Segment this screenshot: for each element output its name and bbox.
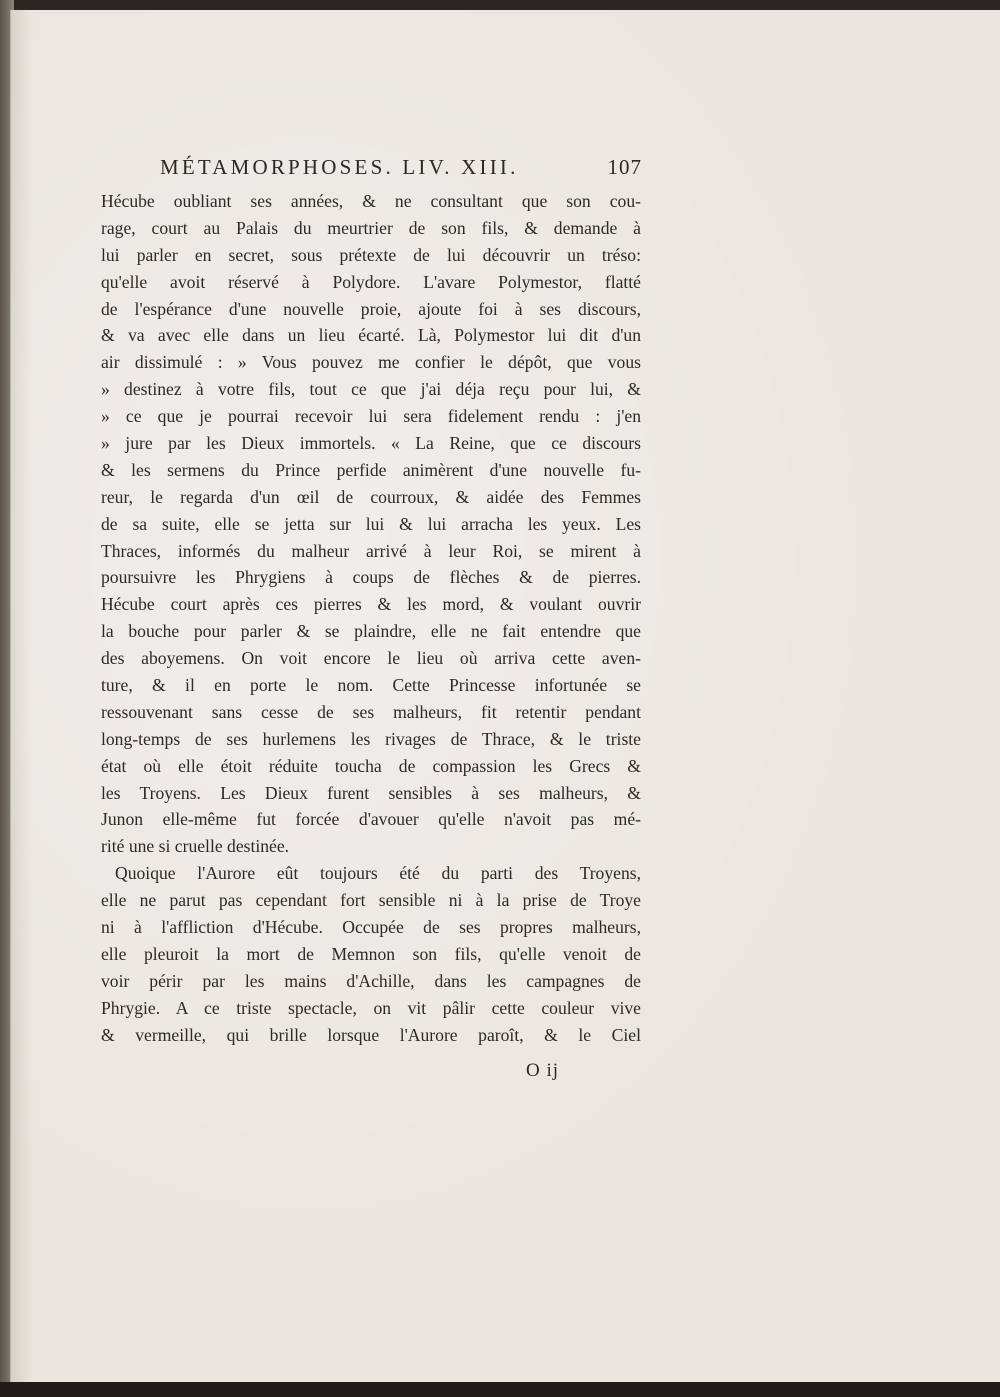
text-line: voir périr par les mains d'Achille, dans les campagnes de (101, 970, 641, 991)
text-line: lui parler en secret, sous prétexte de lui découvrir un tréso: (101, 244, 641, 265)
text-line: Hécube court après ces pierres & les mord, & voulant ouvrir (101, 594, 641, 615)
text-line: Phrygie. A ce triste spectacle, on vit pâlir cette couleur vive (101, 997, 641, 1018)
scan-border (0, 1382, 1000, 1397)
text-line: des aboyemens. On voit encore le lieu où arriva cette aven- (101, 648, 641, 669)
text-line: de l'espérance d'une nouvelle proie, ajoute foi à ses discours, (101, 298, 641, 319)
text-line: & va avec elle dans un lieu écarté. Là, Polymestor lui dit d'un (101, 325, 641, 346)
page-number: 107 (607, 155, 642, 179)
running-title: MÉTAMORPHOSES. LIV. XIII. (160, 155, 519, 179)
text-line: rage, court au Palais du meurtrier de son fils, & demande à (101, 217, 641, 238)
text-line: poursuivre les Phrygiens à coups de flèches & de pierres. (101, 567, 641, 588)
text-line: Hécube oubliant ses années, & ne consultant que son cou- (101, 191, 641, 211)
text-line: les Troyens. Les Dieux furent sensibles à ses malheurs, & (101, 782, 641, 803)
text-line: elle pleuroit la mort de Memnon son fils, qu'elle venoit de (101, 943, 641, 964)
text-line: » ce que je pourrai recevoir lui sera fidelement rendu : j'en (101, 406, 641, 427)
text-line: Thraces, informés du malheur arrivé à leur Roi, se mirent à (101, 540, 641, 561)
text-line: Junon elle-même fut forcée d'avouer qu'elle n'avoit pas mé- (101, 809, 641, 830)
running-header (160, 155, 642, 180)
body-text (101, 188, 641, 1049)
text-line: » destinez à votre fils, tout ce que j'ai déja reçu pour lui, & (101, 379, 641, 400)
text-line: rité une si cruelle destinée. (101, 836, 290, 857)
signature-mark: O ij (526, 1060, 560, 1081)
text-line: qu'elle avoit réservé à Polydore. L'avare Polymestor, flatté (101, 271, 641, 292)
paragraph-start-line: Quoique l'Aurore eût toujours été du parti des Troyens, (115, 863, 641, 884)
text-line: long-temps de ses hurlemens les rivages de Thrace, & le triste (101, 728, 641, 749)
text-line: ni à l'affliction d'Hécube. Occupée de ses propres malheurs, (101, 917, 641, 938)
text-line: de sa suite, elle se jetta sur lui & lui arracha les yeux. Les (101, 513, 641, 534)
text-line: air dissimulé : » Vous pouvez me confier le dépôt, que vous (101, 352, 641, 373)
text-line: reur, le regarda d'un œil de courroux, & aidée des Femmes (101, 486, 641, 507)
text-line: elle ne parut pas cependant fort sensible ni à la prise de Troye (101, 890, 641, 911)
text-line: la bouche pour parler & se plaindre, elle ne fait entendre que (101, 621, 641, 642)
text-line: & les sermens du Prince perfide animèrent d'une nouvelle fu- (101, 459, 641, 480)
text-line: état où elle étoit réduite toucha de compassion les Grecs & (101, 755, 641, 776)
text-line: & vermeille, qui brille lorsque l'Aurore paroît, & le Ciel (101, 1024, 641, 1045)
text-line: » jure par les Dieux immortels. « La Reine, que ce discours (101, 433, 641, 454)
text-line: ture, & il en porte le nom. Cette Princesse infortunée se (101, 675, 641, 696)
text-line: ressouvenant sans cesse de ses malheurs, fit retentir pendant (101, 701, 641, 722)
